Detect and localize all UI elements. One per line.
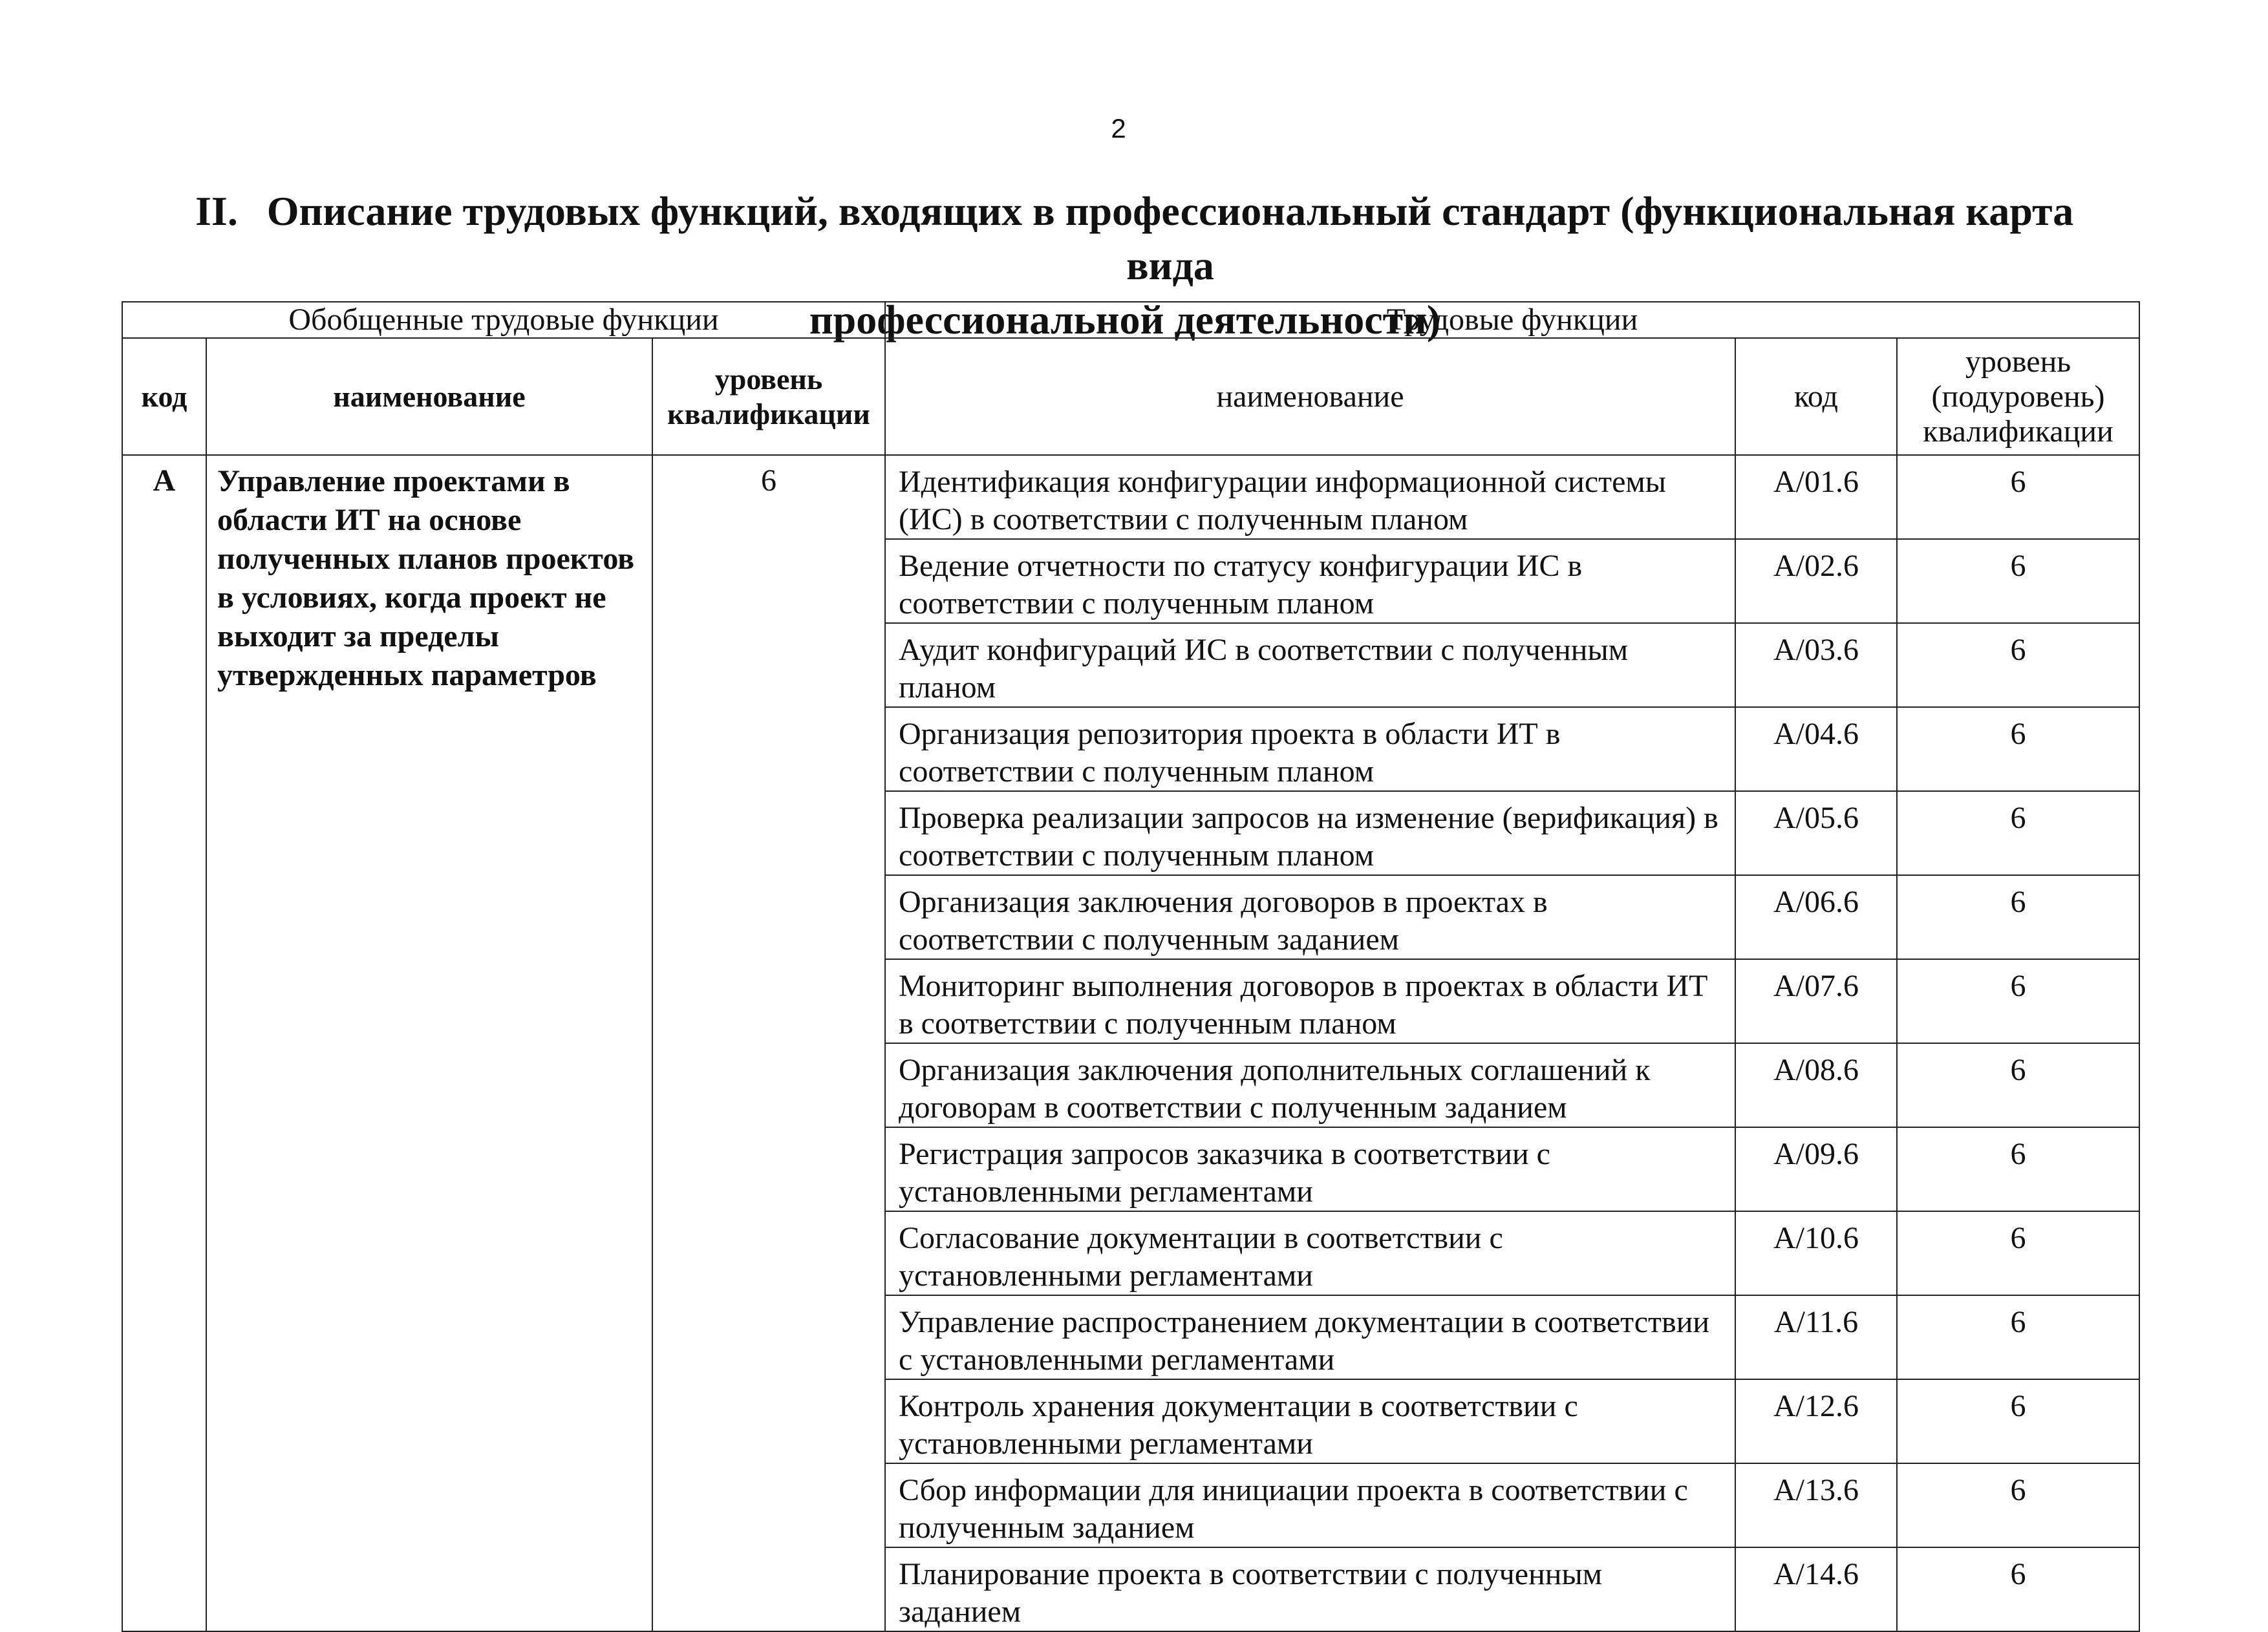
labor-function-code: A/06.6 [1735, 875, 1897, 959]
labor-function-level: 6 [1897, 623, 2139, 707]
labor-function-name: Планирование проекта в соответствии с полученным заданием [885, 1547, 1735, 1631]
labor-function-level: 6 [1897, 875, 2139, 959]
labor-function-level: 6 [1897, 959, 2139, 1043]
labor-function-name: Проверка реализации запросов на изменение (верификация) в соответствии с полученным планом [885, 791, 1735, 875]
labor-function-level: 6 [1897, 539, 2139, 623]
generalized-function-code: А [122, 455, 206, 1631]
header-name: наименование [206, 338, 652, 455]
labor-function-code: A/02.6 [1735, 539, 1897, 623]
labor-function-level: 6 [1897, 707, 2139, 791]
labor-function-code: A/01.6 [1735, 455, 1897, 539]
labor-function-code: A/03.6 [1735, 623, 1897, 707]
labor-function-level: 6 [1897, 1547, 2139, 1631]
labor-function-name: Управление распространением документации в соответствии с установленными регламентами [885, 1295, 1735, 1379]
functions-body [122, 455, 2139, 1631]
section-title-line-2: профессиональной деятельности) [809, 297, 1441, 343]
labor-function-level: 6 [1897, 455, 2139, 539]
section-title-line-1: Описание трудовых функций, входящих в профессиональный стандарт (функциональная карта вида [266, 188, 2074, 288]
labor-function-name: Регистрация запросов заказчика в соответствии с установленными регламентами [885, 1127, 1735, 1211]
labor-function-code: A/10.6 [1735, 1211, 1897, 1295]
labor-function-name: Аудит конфигураций ИС в соответствии с полученным планом [885, 623, 1735, 707]
header-generalized-functions: Обобщенные трудовые функции [122, 302, 885, 338]
labor-function-name: Идентификация конфигурации информационной системы (ИС) в соответствии с полученным планом [885, 455, 1735, 539]
functional-map-table [122, 301, 2140, 1632]
table-row [122, 455, 2139, 539]
labor-function-code: A/04.6 [1735, 707, 1897, 791]
labor-function-code: A/09.6 [1735, 1127, 1897, 1211]
labor-function-name: Организация заключения дополнительных соглашений к договорам в соответствии с полученным заданием [885, 1043, 1735, 1127]
header-tf-name: наименование [885, 338, 1735, 455]
labor-function-level: 6 [1897, 1379, 2139, 1463]
labor-function-name: Контроль хранения документации в соответствии с установленными регламентами [885, 1379, 1735, 1463]
labor-function-code: A/14.6 [1735, 1547, 1897, 1631]
header-tf-code: код [1735, 338, 1897, 455]
labor-function-code: A/08.6 [1735, 1043, 1897, 1127]
section-number: II. [195, 188, 238, 234]
labor-function-code: A/07.6 [1735, 959, 1897, 1043]
generalized-function-level: 6 [652, 455, 885, 1631]
labor-function-name: Сбор информации для инициации проекта в соответствии с полученным заданием [885, 1463, 1735, 1547]
labor-function-level: 6 [1897, 791, 2139, 875]
generalized-function-name: Управление проектами в области ИТ на основе полученных планов проектов в условиях, когда проект не выходит за пределы утвержденных параметров [206, 455, 652, 1631]
labor-function-name: Согласование документации в соответствии с установленными регламентами [885, 1211, 1735, 1295]
labor-function-level: 6 [1897, 1127, 2139, 1211]
labor-function-level: 6 [1897, 1295, 2139, 1379]
header-tf-level: уровень (подуровень) квалификации [1897, 338, 2139, 455]
labor-function-name: Организация репозитория проекта в области ИТ в соответствии с полученным планом [885, 707, 1735, 791]
header-code: код [122, 338, 206, 455]
table-header-row-columns [122, 338, 2139, 455]
page-number: 2 [1111, 113, 1126, 143]
labor-function-name: Ведение отчетности по статусу конфигурации ИС в соответствии с полученным планом [885, 539, 1735, 623]
labor-function-code: A/13.6 [1735, 1463, 1897, 1547]
labor-function-name: Организация заключения договоров в проектах в соответствии с полученным заданием [885, 875, 1735, 959]
header-qualification-level: уровень квалификации [652, 338, 885, 455]
labor-function-level: 6 [1897, 1463, 2139, 1547]
labor-function-level: 6 [1897, 1211, 2139, 1295]
table-header-row-groups [122, 302, 2139, 338]
labor-function-code: A/05.6 [1735, 791, 1897, 875]
labor-function-code: A/12.6 [1735, 1379, 1897, 1463]
labor-function-name: Мониторинг выполнения договоров в проектах в области ИТ в соответствии с полученным планом [885, 959, 1735, 1043]
header-labor-functions: Трудовые функции [885, 302, 2139, 338]
labor-function-level: 6 [1897, 1043, 2139, 1127]
labor-function-code: A/11.6 [1735, 1295, 1897, 1379]
